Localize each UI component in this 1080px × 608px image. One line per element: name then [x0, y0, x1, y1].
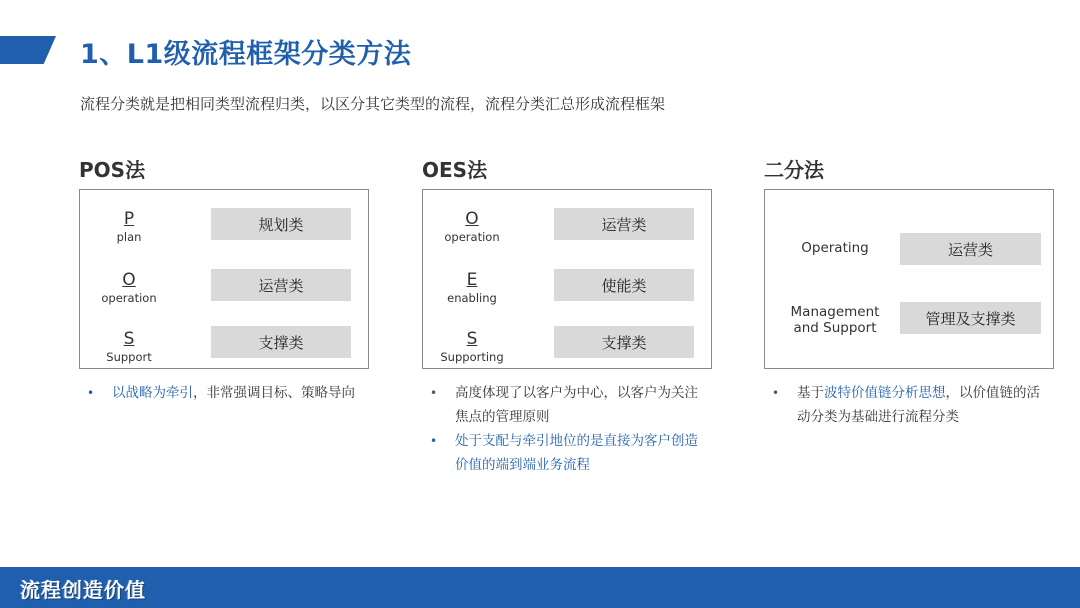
- bullet-item: [85, 381, 375, 405]
- method-box: [764, 189, 1054, 369]
- code-letter: O: [122, 270, 136, 290]
- method-row: [80, 210, 368, 250]
- code-letter: S: [123, 329, 135, 349]
- method-code: [88, 271, 170, 305]
- bullet-text: ，以价值链的活: [945, 385, 1040, 401]
- method-row: [80, 330, 368, 370]
- bullet-list: [85, 381, 375, 405]
- category-box: 运营类: [211, 269, 351, 301]
- bullet-item: [428, 381, 718, 429]
- code-word: enabling: [447, 291, 497, 305]
- footer-bar: [0, 567, 1080, 608]
- code-word: operation: [101, 291, 157, 305]
- bullet-text: 动分类为基础进行流程分类: [797, 409, 959, 425]
- method-row: [80, 271, 368, 311]
- category-box: 支撑类: [211, 326, 351, 358]
- method-row: [423, 330, 711, 370]
- title-accent-bar: [0, 36, 56, 64]
- method-row: [423, 210, 711, 250]
- bullet-list: [770, 381, 1060, 429]
- code-word: Support: [106, 350, 152, 364]
- code-letter: E: [466, 270, 478, 290]
- method-title: POS法: [79, 158, 146, 182]
- method-code: [88, 330, 170, 364]
- code-letter: P: [123, 209, 135, 229]
- bullet-list: [428, 381, 718, 477]
- category-box: 运营类: [900, 233, 1041, 265]
- method-code: [431, 210, 513, 244]
- method-oes: [422, 154, 722, 473]
- category-box: 规划类: [211, 208, 351, 240]
- bullet-text: 价值的端到端业务流程: [455, 457, 590, 473]
- bullet-dot-icon: •: [772, 386, 780, 400]
- method-code: [88, 210, 170, 244]
- footer-watermark: 流程创造价值: [20, 578, 146, 602]
- bullet-dot-icon: •: [430, 386, 438, 400]
- method-pos: [79, 154, 379, 401]
- page-subtitle: 流程分类就是把相同类型流程归类，以区分其它类型的流程，流程分类汇总形成流程框架: [80, 95, 666, 113]
- method-label: [779, 304, 891, 336]
- code-letter: O: [465, 209, 479, 229]
- bullet-text: 高度体现了以客户为中心，以客户为关注: [455, 385, 698, 401]
- method-title: 二分法: [764, 158, 824, 182]
- bullet-highlight: 波特价值链分析思想: [824, 385, 946, 401]
- category-box: 使能类: [554, 269, 694, 301]
- method-box: [422, 189, 712, 369]
- bullet-item: [770, 381, 1060, 429]
- category-box: 支撑类: [554, 326, 694, 358]
- bullet-item: [428, 429, 718, 477]
- code-word: Supporting: [440, 350, 504, 364]
- bullet-highlight: 以战略为牵引: [112, 385, 193, 401]
- category-box: 管理及支撑类: [900, 302, 1041, 334]
- method-box: [79, 189, 369, 369]
- bullet-text: 基于: [797, 385, 824, 401]
- code-letter: S: [466, 329, 478, 349]
- code-word: plan: [116, 230, 142, 244]
- bullet-text: 处于支配与牵引地位的是直接为客户创造: [455, 433, 698, 449]
- page-title: 1、L1级流程框架分类方法: [80, 39, 412, 70]
- method-title: OES法: [422, 158, 488, 182]
- bullet-text: ，非常强调目标、策略导向: [193, 385, 355, 401]
- method-row: [423, 271, 711, 311]
- bullet-text: 焦点的管理原则: [455, 409, 550, 425]
- bullet-dot-icon: •: [87, 386, 95, 400]
- bullet-dot-icon: •: [430, 434, 438, 448]
- method-label-line: Management: [790, 304, 880, 320]
- method-label-line: and Support: [793, 320, 877, 336]
- method-binary: [764, 154, 1064, 425]
- method-code: [431, 271, 513, 305]
- method-label: Operating: [801, 240, 869, 256]
- code-word: operation: [444, 230, 500, 244]
- method-code: [431, 330, 513, 364]
- category-box: 运营类: [554, 208, 694, 240]
